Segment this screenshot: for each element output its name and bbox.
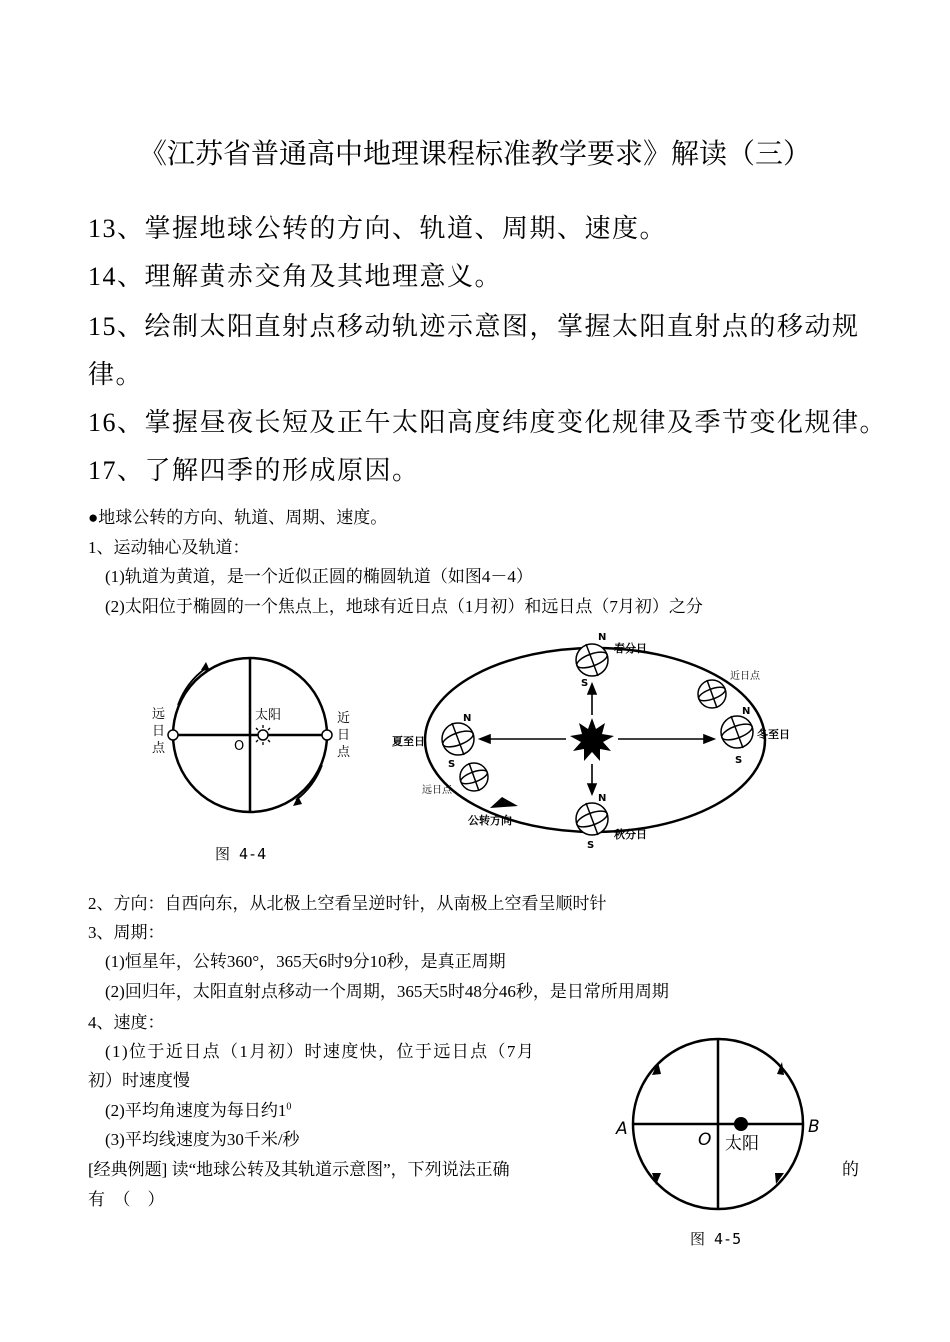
near-point-char-2: 日 xyxy=(337,728,351,743)
orbit-item-1: (1)轨道为黄道，是一个近似正圆的椭圆轨道（如图4－4） xyxy=(105,567,533,586)
center-o-label: O xyxy=(698,1130,712,1150)
winter-solstice-label: 冬至日 xyxy=(757,728,790,741)
north-label: N xyxy=(463,713,472,724)
spring-equinox-label: 春分日 xyxy=(614,642,647,655)
figure-4-5-caption: 图 4-5 xyxy=(690,1230,742,1248)
earth-icon xyxy=(441,723,475,755)
example-question: [经典例题] 读“地球公转及其轨道示意图”，下列说法正确 xyxy=(88,1160,510,1179)
aphelion-label: 远日点 xyxy=(422,785,452,796)
figure-4-5 xyxy=(612,1030,837,1225)
center-label: O xyxy=(234,739,245,754)
earth-icon xyxy=(720,716,754,748)
direction-text: 2、方向：自西向东，从北极上空看呈逆时针，从南极上空看呈顺时针 xyxy=(88,894,607,913)
north-label: N xyxy=(598,632,607,643)
objective-16: 16、掌握昼夜长短及正午太阳高度纬度变化规律及季节变化规律。 xyxy=(88,408,888,437)
sun-icon xyxy=(570,718,614,761)
period-item-1: (1)恒星年，公转360°，365天6时9分10秒，是真正周期 xyxy=(105,952,506,971)
section-heading: ●地球公转的方向、轨道、周期、速度。 xyxy=(88,508,388,527)
example-question-cont: 有 （ ） xyxy=(88,1190,165,1209)
objective-15: 15、绘制太阳直射点移动轨迹示意图，掌握太阳直射点的移动规 xyxy=(88,312,860,341)
speed-item-1: (1)位于近日点（1月初）时速度快，位于远日点（7月 xyxy=(105,1042,536,1061)
earth-icon xyxy=(697,680,727,708)
sun-label: 太阳 xyxy=(255,708,282,723)
direction-arrow-icon xyxy=(490,797,518,808)
near-point-char-1: 近 xyxy=(337,711,351,726)
example-question-de: 的 xyxy=(842,1160,859,1179)
period-item-2: (2)回归年，太阳直射点移动一个周期，365天5时48分46秒，是日常所用周期 xyxy=(105,982,669,1001)
south-label: S xyxy=(448,759,456,770)
earth-icon xyxy=(575,644,609,676)
north-label: N xyxy=(742,706,751,717)
point-a-label: A xyxy=(616,1119,628,1139)
north-label: N xyxy=(598,793,607,804)
speed-item-2 xyxy=(105,1096,291,1121)
degree-superscript: 0 xyxy=(286,1101,292,1113)
period-heading: 3、周期： xyxy=(88,923,165,942)
earth-icon xyxy=(459,763,489,791)
earth-icon xyxy=(575,803,609,835)
sun-label: 太阳 xyxy=(725,1134,759,1154)
south-label: S xyxy=(735,755,743,766)
speed-item-2-text: (2)平均角速度为每日约1 xyxy=(105,1101,287,1120)
orbit-figure xyxy=(390,622,800,862)
speed-item-1-cont: 初）时速度慢 xyxy=(88,1071,190,1090)
south-label: S xyxy=(587,840,595,851)
summer-solstice-label: 夏至日 xyxy=(392,735,425,748)
point-b-label: B xyxy=(808,1117,820,1137)
sun-icon xyxy=(253,725,273,745)
objective-17: 17、了解四季的形成原因。 xyxy=(88,456,420,485)
far-point-char-3: 点 xyxy=(152,741,166,756)
near-point-char-3: 点 xyxy=(337,745,351,760)
revolution-direction-label: 公转方向 xyxy=(468,814,512,827)
far-point-char-2: 日 xyxy=(152,724,166,739)
objective-15-cont: 律。 xyxy=(88,360,144,389)
sun-dot-icon xyxy=(734,1117,748,1131)
figure-4-4 xyxy=(140,650,370,870)
orbit-heading: 1、运动轴心及轨道： xyxy=(88,538,250,557)
south-label: S xyxy=(581,678,589,689)
speed-heading: 4、速度： xyxy=(88,1013,165,1032)
autumn-equinox-label: 秋分日 xyxy=(614,828,647,841)
perihelion-label: 近日点 xyxy=(730,671,760,682)
orbit-item-2: (2)太阳位于椭圆的一个焦点上，地球有近日点（1月初）和远日点（7月初）之分 xyxy=(105,597,703,616)
objective-14: 14、理解黄赤交角及其地理意义。 xyxy=(88,262,503,291)
objective-13: 13、掌握地球公转的方向、轨道、周期、速度。 xyxy=(88,214,668,243)
speed-item-3: (3)平均线速度为30千米/秒 xyxy=(105,1130,300,1149)
far-point-char-1: 远 xyxy=(152,707,166,722)
figure-4-4-caption: 图 4-4 xyxy=(215,845,267,863)
page-title: 《江苏省普通高中地理课程标准教学要求》解读（三） xyxy=(138,139,811,170)
